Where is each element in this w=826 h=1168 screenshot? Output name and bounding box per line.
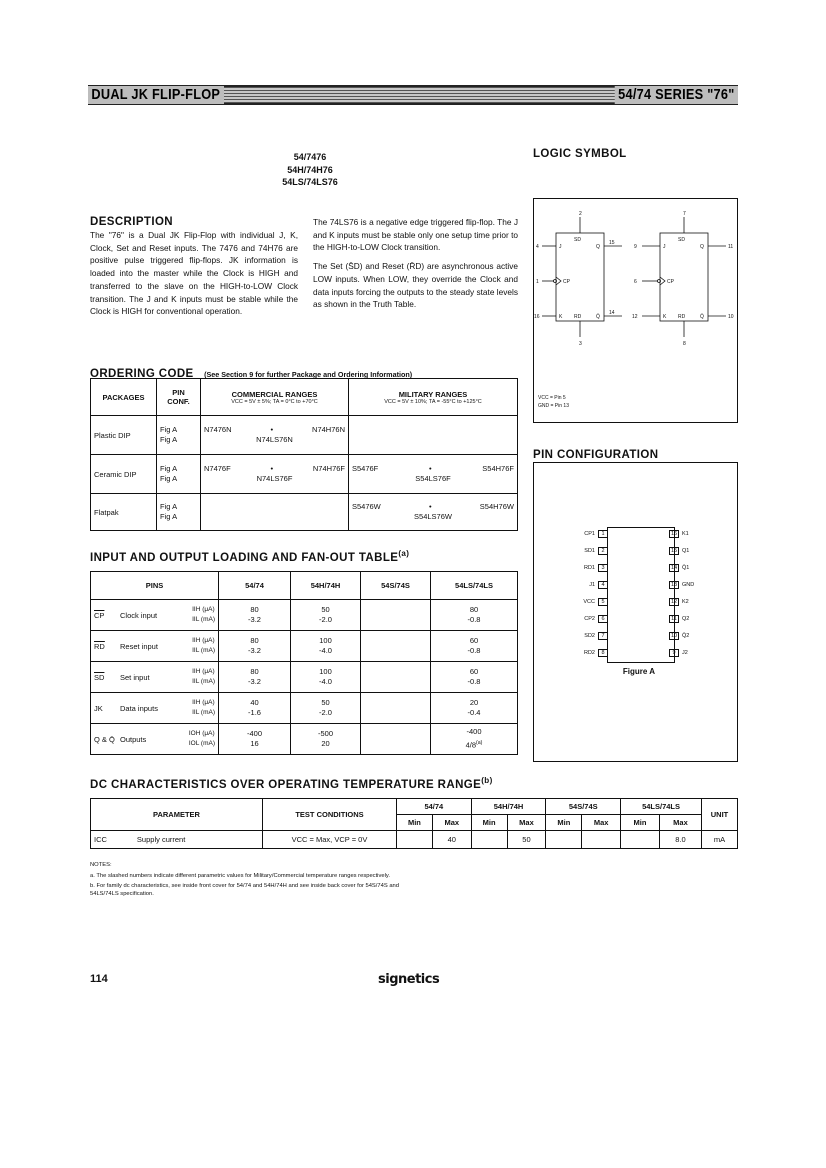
col-header: 54H/74H: [471, 799, 546, 815]
description-col1: [90, 229, 298, 324]
pin-right: 9 J2: [669, 649, 735, 657]
table-row: [91, 455, 518, 494]
col-header: PIN CONF.: [157, 379, 201, 416]
pin-number: 7: [683, 211, 686, 217]
pin-number: 8: [683, 341, 686, 347]
value-cell: 100 -4.0: [291, 631, 361, 662]
ordering-heading: ORDERING CODE: [90, 368, 194, 380]
col-subheader: Min: [397, 815, 433, 831]
value-cell: 50: [507, 831, 546, 849]
ordering-table: [90, 378, 518, 531]
pin-label: K: [559, 314, 563, 320]
col-header: 54LS/74LS: [621, 799, 702, 815]
commercial-cell: N7476F • N74H76F N74LS76F: [201, 455, 349, 494]
col-subheader: Min: [471, 815, 507, 831]
gnd-note: GND = Pin 13: [538, 403, 569, 409]
commercial-cell: [201, 494, 349, 531]
pin-left: VCC 5: [542, 598, 608, 606]
pin-label: Q: [596, 244, 600, 250]
value-cell: 40 -1.6: [219, 693, 291, 724]
col-header: PARAMETER: [91, 799, 263, 831]
footnote-ref: (a): [398, 549, 410, 558]
value-cell: -400 16: [219, 724, 291, 755]
pin-cell: $\overline{CP}$ Clock input IIH (μA) IIL (mA): [91, 600, 219, 631]
note-item: b. For family dc characteristics, see inside front cover for 54/74 and 54H/74H and see inside back cover for 54S/74S and 54LS/74LS specification.: [90, 883, 400, 897]
value-cell: [361, 631, 431, 662]
pin-number: 2: [579, 211, 582, 217]
col-subheader: Max: [582, 815, 621, 831]
loading-heading-line: [90, 549, 409, 564]
pin-right: 14 Q̄1: [670, 565, 690, 571]
footnote-ref: (b): [481, 776, 493, 785]
series-title: 54/74 SERIES "76": [615, 86, 738, 104]
col-header: TEST CONDITIONS: [263, 799, 397, 831]
value-cell: [582, 831, 621, 849]
pin-left: SD2 7: [542, 632, 608, 640]
pin-label: J: [559, 244, 562, 250]
value-cell: 80 -0.8: [431, 600, 518, 631]
pin-number: 1: [536, 279, 539, 285]
pin-right: 16 K1: [670, 531, 689, 537]
table-row: [91, 494, 518, 531]
condition-cell: VCC = Max, VCP = 0V: [263, 831, 397, 849]
pin-number: 10: [728, 314, 734, 320]
unit-cell: mA: [702, 831, 738, 849]
note-item: a. The slashed numbers indicate different parametric values for Military/Commercial temperature ranges respectively.: [90, 873, 390, 879]
logic-symbol-box: [533, 198, 738, 423]
description-heading: DESCRIPTION: [90, 216, 173, 228]
page-title: DUAL JK FLIP-FLOP: [88, 86, 224, 104]
part-number: 54H/74H76: [287, 164, 333, 175]
pin-right: 13 GND: [670, 582, 695, 588]
pin-left: RD1 3: [542, 564, 608, 572]
col-header: PINS: [91, 572, 219, 600]
pin-label: RD: [574, 314, 582, 320]
value-cell: 80 -3.2: [219, 631, 291, 662]
figure-caption: Figure A: [622, 667, 656, 676]
pin-number: 16: [534, 314, 540, 320]
col-subheader: Max: [432, 815, 471, 831]
value-cell: 50 -2.0: [291, 600, 361, 631]
dc-heading: DC CHARACTERISTICS OVER OPERATING TEMPERATURE RANGE: [90, 778, 482, 791]
col-subheader: Max: [507, 815, 546, 831]
brand-logo: signetics: [378, 972, 440, 987]
pin-left: J1 4: [542, 581, 608, 589]
pin-label: SD: [678, 237, 685, 243]
col-header: 54H/74H: [291, 572, 361, 600]
notes: [90, 861, 420, 898]
pin-number: 14: [609, 310, 615, 316]
table-row: [91, 662, 518, 693]
col-header: 54S/74S: [361, 572, 431, 600]
col-header: MILITARY RANGES VCC = 5V ± 10%; TA = -55°C to +125°C: [349, 379, 518, 416]
conf-cell: Fig A Fig A: [157, 455, 201, 494]
col-header: COMMERCIAL RANGES VCC = 5V ± 5%; TA = 0°C to +70°C: [201, 379, 349, 416]
table-row: [91, 631, 518, 662]
logic-symbol-diagram: [534, 199, 737, 422]
col-subheader: Max: [659, 815, 701, 831]
value-cell: 20 -0.4: [431, 693, 518, 724]
value-cell: [361, 600, 431, 631]
table-row: [91, 416, 518, 455]
pin-number: 6: [634, 279, 637, 285]
col-header: 54LS/74LS: [431, 572, 518, 600]
value-cell: [361, 662, 431, 693]
package-cell: Plastic DIP: [91, 416, 157, 455]
pin-right: 10 Q̄2: [670, 633, 690, 639]
value-cell: 50 -2.0: [291, 693, 361, 724]
pin-label: SD: [574, 237, 581, 243]
package-cell: Flatpak: [91, 494, 157, 531]
pin-config-heading: PIN CONFIGURATION: [533, 449, 659, 461]
pin-label: Q: [700, 244, 704, 250]
value-cell: 60 -0.8: [431, 631, 518, 662]
commercial-cell: N7476N • N74H76N N74LS76N: [201, 416, 349, 455]
pin-number: 11: [728, 244, 734, 250]
value-cell: [621, 831, 660, 849]
page-number: 114: [90, 973, 108, 985]
package-cell: Ceramic DIP: [91, 455, 157, 494]
pin-cell: JK Data inputs IIH (μA) IIL (mA): [91, 693, 219, 724]
description-paragraph: The 74LS76 is a negative edge triggered flip-flop. The J and K inputs must be stable only one setup time prior to the HIGH-to-LOW Clock transition.: [313, 217, 518, 253]
pin-number: 3: [579, 341, 582, 347]
table-row: [91, 600, 518, 631]
pin-label: RD: [678, 314, 686, 320]
value-cell: 100 -4.0: [291, 662, 361, 693]
pin-left: CP2 6: [542, 615, 608, 623]
value-cell: [546, 831, 582, 849]
col-header: UNIT: [702, 799, 738, 831]
ic-package: [607, 527, 675, 663]
loading-heading: INPUT AND OUTPUT LOADING AND FAN-OUT TABLE: [90, 551, 399, 564]
col-subheader: Min: [621, 815, 660, 831]
value-cell: [361, 693, 431, 724]
value-cell: [397, 831, 433, 849]
pin-cell: $\overline{SD}$ Set input IIH (μA) IIL (mA): [91, 662, 219, 693]
description-paragraph: The "76" is a Dual JK Flip-Flop with individual J, K, Clock, Set and Reset inputs. The 7476 and 74H76 are positive pulse triggered flip-flops. JK information is loaded into the master while the Clock is HIGH and transferred to the slave on the HIGH-to-LOW Clock transition. The J and K inputs must be stable while the Clock is HIGH for conventional operation.: [90, 230, 298, 317]
military-cell: S5476W • S54H76W S54LS76W: [349, 494, 518, 531]
pin-number: 12: [632, 314, 638, 320]
value-cell: [361, 724, 431, 755]
pin-right: 11 Q2: [669, 615, 735, 623]
pin-right: 15 Q1: [670, 548, 690, 554]
pin-label: J: [663, 244, 666, 250]
pin-left: CP1 1: [542, 530, 608, 538]
pin-number: 15: [609, 240, 615, 246]
pin-label: Q̄: [596, 314, 600, 320]
col-header: 54S/74S: [546, 799, 621, 815]
military-cell: [349, 416, 518, 455]
value-cell: 8.0: [659, 831, 701, 849]
value-cell: [471, 831, 507, 849]
part-number: 54LS/74LS76: [282, 177, 338, 187]
pin-cell: Q & Q̄ Outputs IOH (μA) IOL (mA): [91, 724, 219, 755]
table-row: [91, 724, 518, 755]
header-band: [88, 85, 738, 105]
logic-symbol-heading: LOGIC SYMBOL: [533, 148, 627, 160]
pin-left: RD2 8: [542, 649, 608, 657]
conf-cell: Fig A Fig A: [157, 494, 201, 531]
part-number: 54/7476: [293, 152, 327, 162]
pin-label: CP: [667, 279, 674, 285]
description-paragraph: The Set (S̄D) and Reset (R̄D) are asynchronous active LOW inputs. When LOW, they override the Clock and data inputs forcing the outputs to the steady state levels as shown in the Truth Table.: [313, 261, 518, 310]
loading-table: [90, 571, 518, 755]
pin-left: SD1 2: [542, 547, 608, 555]
dc-heading-line: [90, 776, 493, 791]
pin-label: CP: [563, 279, 570, 285]
pin-label: Q̄: [700, 314, 704, 320]
table-row: [91, 831, 738, 849]
value-cell: -500 20: [291, 724, 361, 755]
value-cell: 80 -3.2: [219, 600, 291, 631]
parameter-cell: ICC Supply current: [91, 831, 263, 849]
col-subheader: Min: [546, 815, 582, 831]
dc-table: [90, 798, 738, 849]
table-row: [91, 693, 518, 724]
description-col2: [313, 216, 518, 317]
col-header: 54/74: [219, 572, 291, 600]
pin-right: 12 K2: [670, 599, 689, 605]
pin-number: 9: [634, 244, 637, 250]
notes-title: NOTES:: [90, 862, 112, 868]
value-cell: 40: [432, 831, 471, 849]
part-numbers: [240, 151, 380, 189]
pin-config-box: [533, 462, 738, 762]
pin-label: K: [663, 314, 667, 320]
military-cell: S5476F • S54H76F S54LS76F: [349, 455, 518, 494]
value-cell: -400 4/8$^{(a)}$: [431, 724, 518, 755]
col-header: PACKAGES: [91, 379, 157, 416]
vcc-note: VCC = Pin 5: [538, 395, 566, 401]
value-cell: 80 -3.2: [219, 662, 291, 693]
pin-cell: $\overline{RD}$ Reset input IIH (μA) IIL (mA): [91, 631, 219, 662]
col-header: 54/74: [397, 799, 472, 815]
pin-number: 4: [536, 244, 539, 250]
value-cell: 60 -0.8: [431, 662, 518, 693]
ordering-note: (See Section 9 for further Package and Ordering Information): [204, 370, 413, 379]
conf-cell: Fig A Fig A: [157, 416, 201, 455]
